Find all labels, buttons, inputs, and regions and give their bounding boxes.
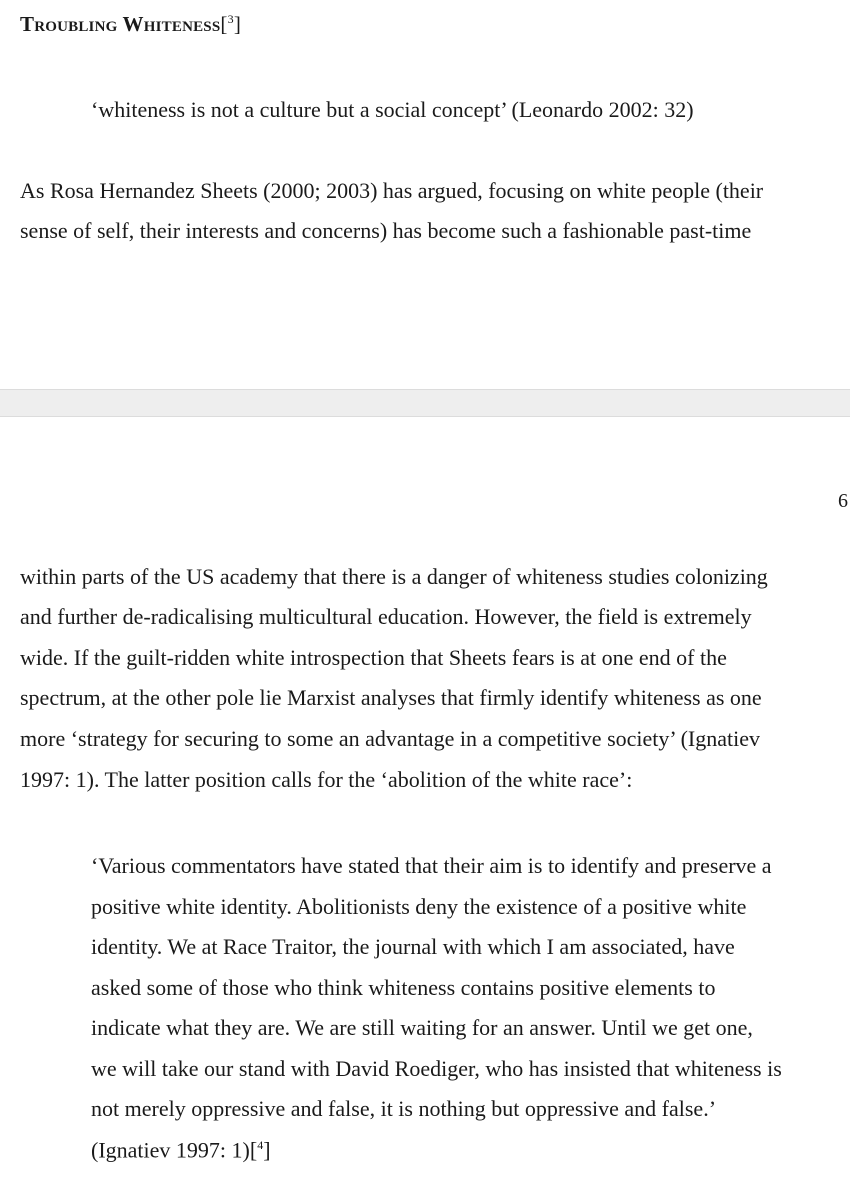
paragraph-line: more ‘strategy for securing to some an advantage in a competitive society’ (Ignatiev: [20, 726, 760, 751]
page-number: 6: [838, 490, 848, 512]
citation-footnote-ref[interactable]: 4: [257, 1138, 264, 1152]
paragraph-line: As Rosa Hernandez Sheets (2000; 2003) has argued, focusing on white people (their: [20, 178, 764, 203]
citation-text: (Ignatiev 1997: 1): [91, 1137, 250, 1163]
paragraph-line: and further de-radicalising multicultural education. However, the field is extremely: [20, 604, 752, 629]
block-quote-line: identity. We at Race Traitor, the journal with which I am associated, have: [91, 934, 735, 959]
header-bracket-open: [: [220, 12, 228, 36]
block-quote-line: ‘Various commentators have stated that their aim is to identify and preserve a: [91, 853, 772, 878]
paragraph-line: wide. If the guilt-ridden white introspection that Sheets fears is at one end of the: [20, 645, 727, 670]
block-quote-line: asked some of those who think whiteness contains positive elements to: [91, 975, 716, 1000]
header-title: Troubling Whiteness: [20, 12, 221, 36]
block-quote-line: positive white identity. Abolitionists deny the existence of a positive white: [91, 894, 747, 919]
block-quote-line: indicate what they are. We are still waiting for an answer. Until we get one,: [91, 1015, 753, 1040]
header-bracket-close: ]: [233, 12, 242, 36]
epigraph-quote: ‘whiteness is not a culture but a social concept’ (Leonardo 2002: 32): [91, 97, 694, 122]
citation-bracket-close: ]: [263, 1137, 271, 1163]
paragraph-line: 1997: 1). The latter position calls for the ‘abolition of the white race’:: [20, 767, 633, 792]
citation-bracket-open: [: [249, 1137, 258, 1163]
page-break-gap: [0, 389, 850, 417]
running-header: [20, 12, 241, 37]
block-quote-citation: [91, 1139, 271, 1161]
header-footnote-ref[interactable]: 3: [227, 12, 234, 26]
block-quote-line: we will take our stand with David Roediger, who has insisted that whiteness is: [91, 1056, 782, 1081]
paragraph-line: within parts of the US academy that there is a danger of whiteness studies colonizing: [20, 564, 768, 589]
paragraph-line: spectrum, at the other pole lie Marxist analyses that firmly identify whiteness as one: [20, 685, 762, 710]
block-quote-line: not merely oppressive and false, it is nothing but oppressive and false.’: [91, 1096, 717, 1121]
paragraph-line: sense of self, their interests and concerns) has become such a fashionable past-time: [20, 218, 752, 243]
